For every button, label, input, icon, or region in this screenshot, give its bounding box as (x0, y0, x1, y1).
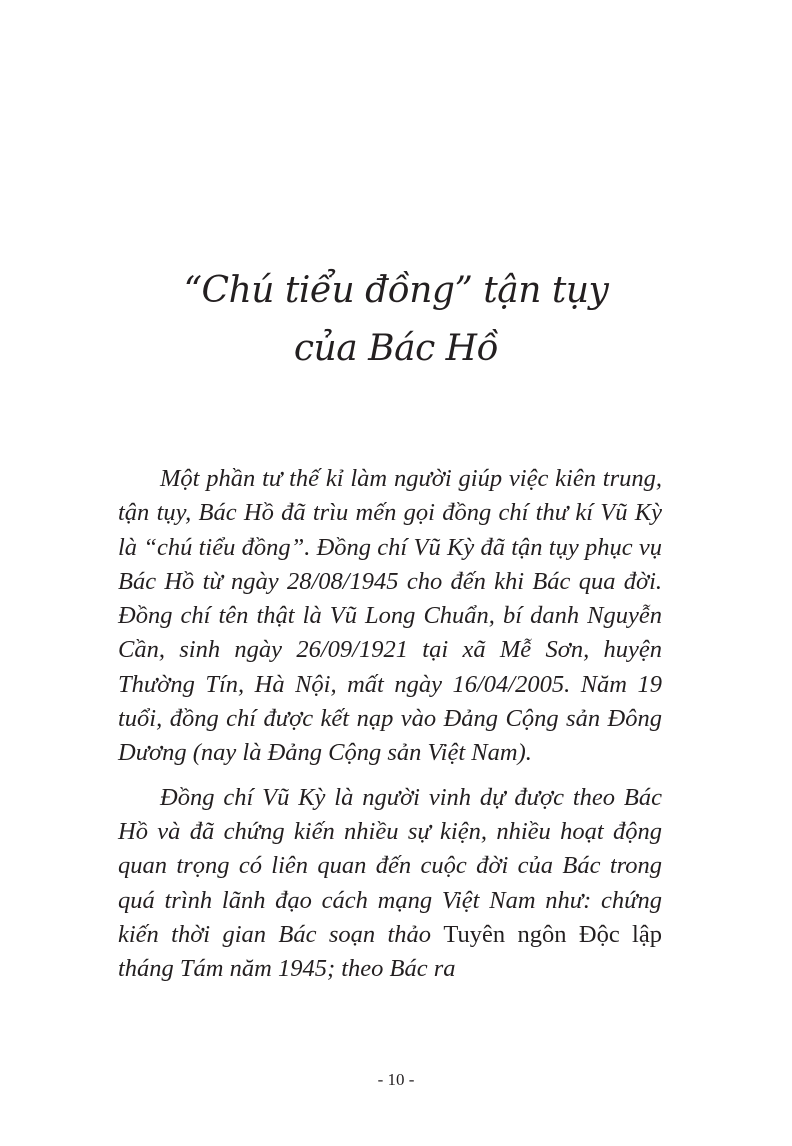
paragraph-2 (118, 781, 662, 987)
page-number: - 10 - (377, 1070, 415, 1089)
paragraph-2-text-a: Đồng chí Vũ Kỳ là người vinh dự được theo Bác Hồ và đã chứng kiến nhiều sự kiện, nhiều hoạt động quan trọng có liên quan đến cuộc đời của Bác trong quá trình lãnh đạo cách mạng Việt Nam như: chứng kiến thời gian Bác soạn thảo (118, 783, 662, 948)
paragraph-2-text-b: tháng Tám năm 1945; theo Bác ra (118, 955, 456, 983)
chapter-title-line-2: của Bác Hồ (293, 328, 499, 369)
document-title-reference: Tuyên ngôn Độc lập (443, 920, 662, 948)
paragraph-1: Một phần tư thế kỉ làm người giúp việc kiên trung, tận tụy, Bác Hồ đã trìu mến gọi đồng chí thư kí Vũ Kỳ là “chú tiểu đồng”. Đồng chí Vũ Kỳ đã tận tụy phục vụ Bác Hồ từ ngày 28/08/1945 cho đến khi Bác qua đời. Đồng chí tên thật là Vũ Long Chuẩn, bí danh Nguyễn Cần, sinh ngày 26/09/1921 tại xã Mễ Sơn, huyện Thường Tín, Hà Nội, mất ngày 16/04/2005. Năm 19 tuổi, đồng chí được kết nạp vào Đảng Cộng sản Đông Dương (nay là Đảng Cộng sản Việt Nam). (118, 465, 662, 767)
chapter-title (0, 262, 792, 378)
chapter-title-line-1: “Chú tiểu đồng” tận tụy (183, 270, 609, 311)
body-text (118, 462, 662, 996)
